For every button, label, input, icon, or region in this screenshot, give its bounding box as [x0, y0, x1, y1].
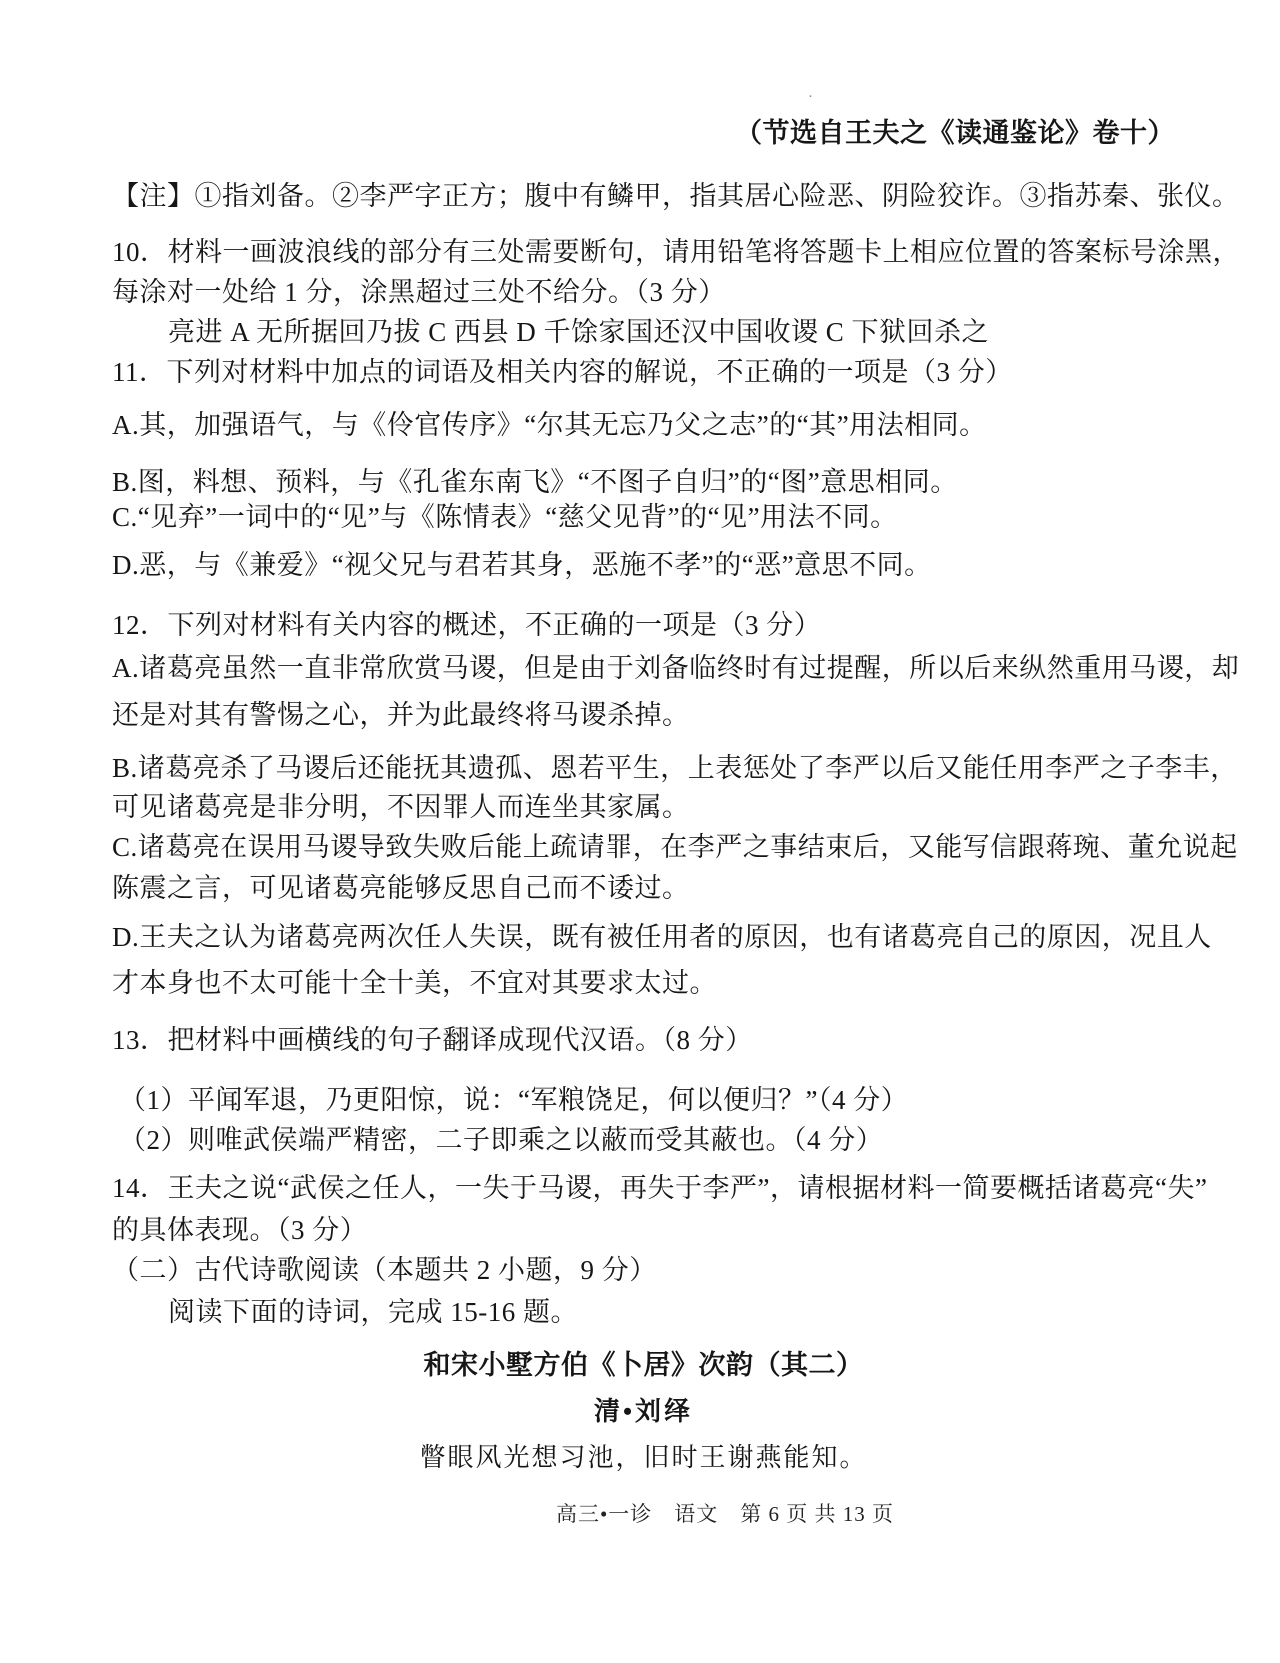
- q11-option-a: A.其，加强语气，与《伶官传序》“尔其无忘乃父之志”的“其”用法相同。: [112, 410, 987, 440]
- q14-stem-line1: 14．王夫之说“武侯之任人，一失于马谡，再失于李严”，请根据材料一简要概括诸葛亮“失”: [112, 1173, 1208, 1203]
- q10-stem-line1: 10．材料一画波浪线的部分有三处需要断句，请用铅笔将答题卡上相应位置的答案标号涂黑，: [112, 237, 1240, 267]
- q12-option-b-line1: B.诸葛亮杀了马谡后还能抚其遗孤、恩若平生，上表惩处了李严以后又能任用李严之子李丰，: [112, 753, 1238, 783]
- stray-scan-mark: ·: [808, 89, 813, 105]
- q13-item2: （2）则唯武侯端严精密，二子即乘之以蔽而受其蔽也。（4 分）: [119, 1125, 884, 1155]
- q12-option-c-line1: C.诸葛亮在误用马谡导致失败后能上疏请罪，在李严之事结束后，又能写信跟蒋琬、董允说起: [112, 832, 1238, 862]
- q12-option-d-line2: 才本身也不太可能十全十美，不宜对其要求太过。: [112, 968, 717, 998]
- q12-option-b-line2: 可见诸葛亮是非分明，不因罪人而连坐其家属。: [112, 792, 690, 822]
- page-footer: 高三•一诊 语文 第 6 页 共 13 页: [555, 1502, 895, 1526]
- q12-option-a-line2: 还是对其有警惕之心，并为此最终将马谡杀掉。: [112, 700, 690, 730]
- section2-heading: （二）古代诗歌阅读（本题共 2 小题，9 分）: [112, 1255, 657, 1285]
- q11-option-c: C.“见弃”一词中的“见”与《陈情表》“慈父见背”的“见”用法不同。: [112, 502, 898, 532]
- poem-author: 清•刘绎: [593, 1397, 694, 1426]
- q14-stem-line2: 的具体表现。（3 分）: [112, 1215, 368, 1245]
- source-attribution: （节选自王夫之《读通鉴论》卷十）: [735, 118, 1175, 148]
- poem-verse-line1: 瞥眼风光想习池，旧时王谢燕能知。: [419, 1443, 868, 1472]
- q12-option-c-line2: 陈震之言，可见诸葛亮能够反思自己而不诿过。: [112, 873, 690, 903]
- q12-option-d-line1: D.王夫之认为诸葛亮两次任人失误，既有被任用者的原因，也有诸葛亮自己的原因，况且人: [112, 922, 1212, 952]
- poem-title: 和宋小墅方伯《卜居》次韵（其二）: [423, 1350, 864, 1380]
- q10-stem-line2: 每涂对一处给 1 分，涂黑超过三处不给分。（3 分）: [112, 277, 726, 307]
- q11-stem: 11．下列对材料中加点的词语及相关内容的解说，不正确的一项是（3 分）: [112, 357, 1013, 387]
- q12-option-a-line1: A.诸葛亮虽然一直非常欣赏马谡，但是由于刘备临终时有过提醒，所以后来纵然重用马谡，却: [112, 653, 1240, 683]
- q11-option-d: D.恶，与《兼爱》“视父兄与君若其身，恶施不孝”的“恶”意思不同。: [112, 550, 932, 580]
- q13-stem: 13．把材料中画横线的句子翻译成现代汉语。（8 分）: [112, 1025, 753, 1055]
- q11-option-b: B.图，料想、预料，与《孔雀东南飞》“不图子自归”的“图”意思相同。: [112, 467, 958, 497]
- footnote-line: 【注】①指刘备。②李严字正方；腹中有鳞甲，指其居心险恶、阴险狡诈。③指苏秦、张仪。: [112, 181, 1240, 211]
- q12-stem: 12．下列对材料有关内容的概述，不正确的一项是（3 分）: [112, 610, 822, 640]
- section2-instruction: 阅读下面的诗词，完成 15-16 题。: [168, 1297, 578, 1327]
- q10-punctuation-sentence: 亮进 A 无所据回乃拔 C 西县 D 千馀家国还汉中国收谡 C 下狱回杀之: [168, 317, 990, 347]
- q13-item1: （1）平闻军退，乃更阳惊，说：“军粮饶足，何以便归？”（4 分）: [119, 1085, 909, 1115]
